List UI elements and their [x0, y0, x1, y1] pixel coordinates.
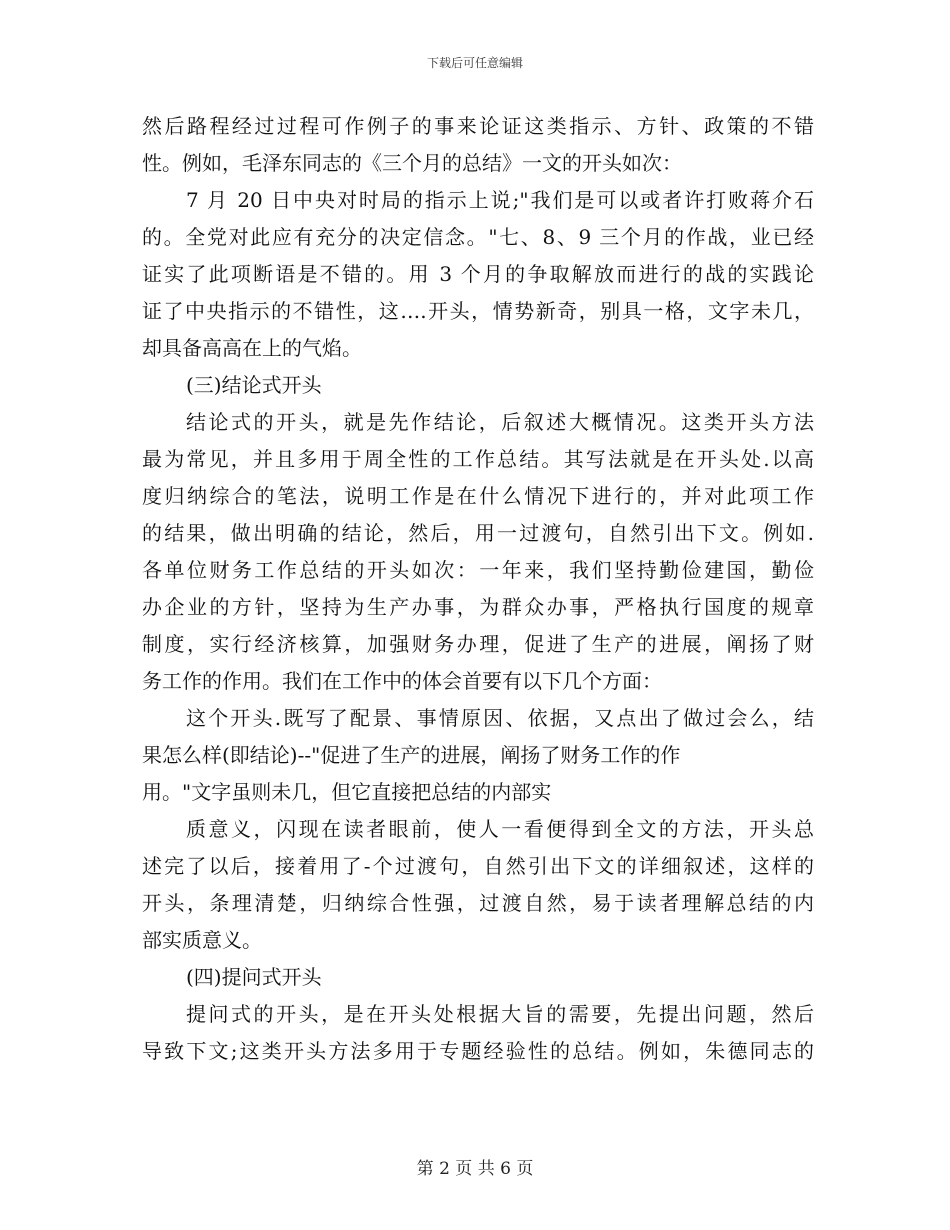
text-line: 制度，实行经济核算，加强财务办理，促进了生产的进展，阐扬了财 [142, 632, 814, 656]
text-line: 的结果，做出明确的结论，然后，用一过渡句，自然引出下文。例如. [142, 521, 814, 545]
text-line: 然后路程经过过程可作例子的事来论证这类指示、方针、政策的不错 [142, 114, 814, 138]
section-heading: (三)结论式开头 [186, 373, 322, 397]
text-line: 部实质意义。 [142, 928, 262, 952]
page-header-note: 下载后可任意编辑 [426, 56, 523, 70]
text-line: 各单位财务工作总结的开头如次：一年来，我们坚持勤俭建国，勤俭 [142, 558, 814, 582]
text-line: 的。全党对此应有充分的决定信念。"七、8、9 三个月的作战，业已经 [142, 225, 814, 249]
text-line: 务工作的作用。我们在工作中的体会首要有以下几个方面： [142, 669, 662, 693]
text-line: 办企业的方针，坚持为生产办事，为群众办事，严格执行国度的规章 [142, 595, 814, 619]
document-body [142, 108, 814, 1070]
text-line: 度归纳综合的笔法，说明工作是在什么情况下进行的，并对此项工作 [142, 484, 814, 508]
text-line: 开头，条理清楚，归纳综合性强，过渡自然，易于读者理解总结的内 [142, 891, 814, 915]
text-line: 性。例如，毛泽东同志的《三个月的总结》一文的开头如次： [142, 151, 682, 175]
text-line: 提问式的开头，是在开头处根据大旨的需要，先提出问题，然后 [186, 1002, 814, 1026]
text-line: 果怎么样(即结论)--"促进了生产的进展，阐扬了财务工作的作 [142, 743, 681, 767]
text-line: 导致下文;这类开头方法多用于专题经验性的总结。例如，朱德同志的 [142, 1039, 814, 1063]
page-number-footer: 第 2 页 共 6 页 [416, 1159, 534, 1179]
section-heading: (四)提问式开头 [186, 965, 322, 989]
text-line: 用。"文字虽则未几，但它直接把总结的内部实 [142, 780, 552, 804]
text-line: 证实了此项断语是不错的。用 3 个月的争取解放而进行的战的实践论 [142, 262, 814, 286]
text-line: 述完了以后，接着用了-个过渡句，自然引出下文的详细叙述，这样的 [142, 854, 814, 878]
text-line: 7 月 20 日中央对时局的指示上说;"我们是可以或者许打败蒋介石 [186, 188, 814, 212]
text-line: 证了中央指示的不错性，这….开头，情势新奇，别具一格，文字未几， [142, 299, 814, 323]
text-line: 最为常见，并且多用于周全性的工作总结。其写法就是在开头处.以高 [142, 447, 814, 471]
text-line: 这个开头.既写了配景、事情原因、依据，又点出了做过会么，结 [186, 706, 814, 730]
text-line: 质意义，闪现在读者眼前，使人一看便得到全文的方法，开头总 [186, 817, 814, 841]
text-line: 结论式的开头，就是先作结论，后叙述大概情况。这类开头方法 [186, 410, 814, 434]
text-line: 却具备高高在上的气焰。 [142, 336, 362, 360]
